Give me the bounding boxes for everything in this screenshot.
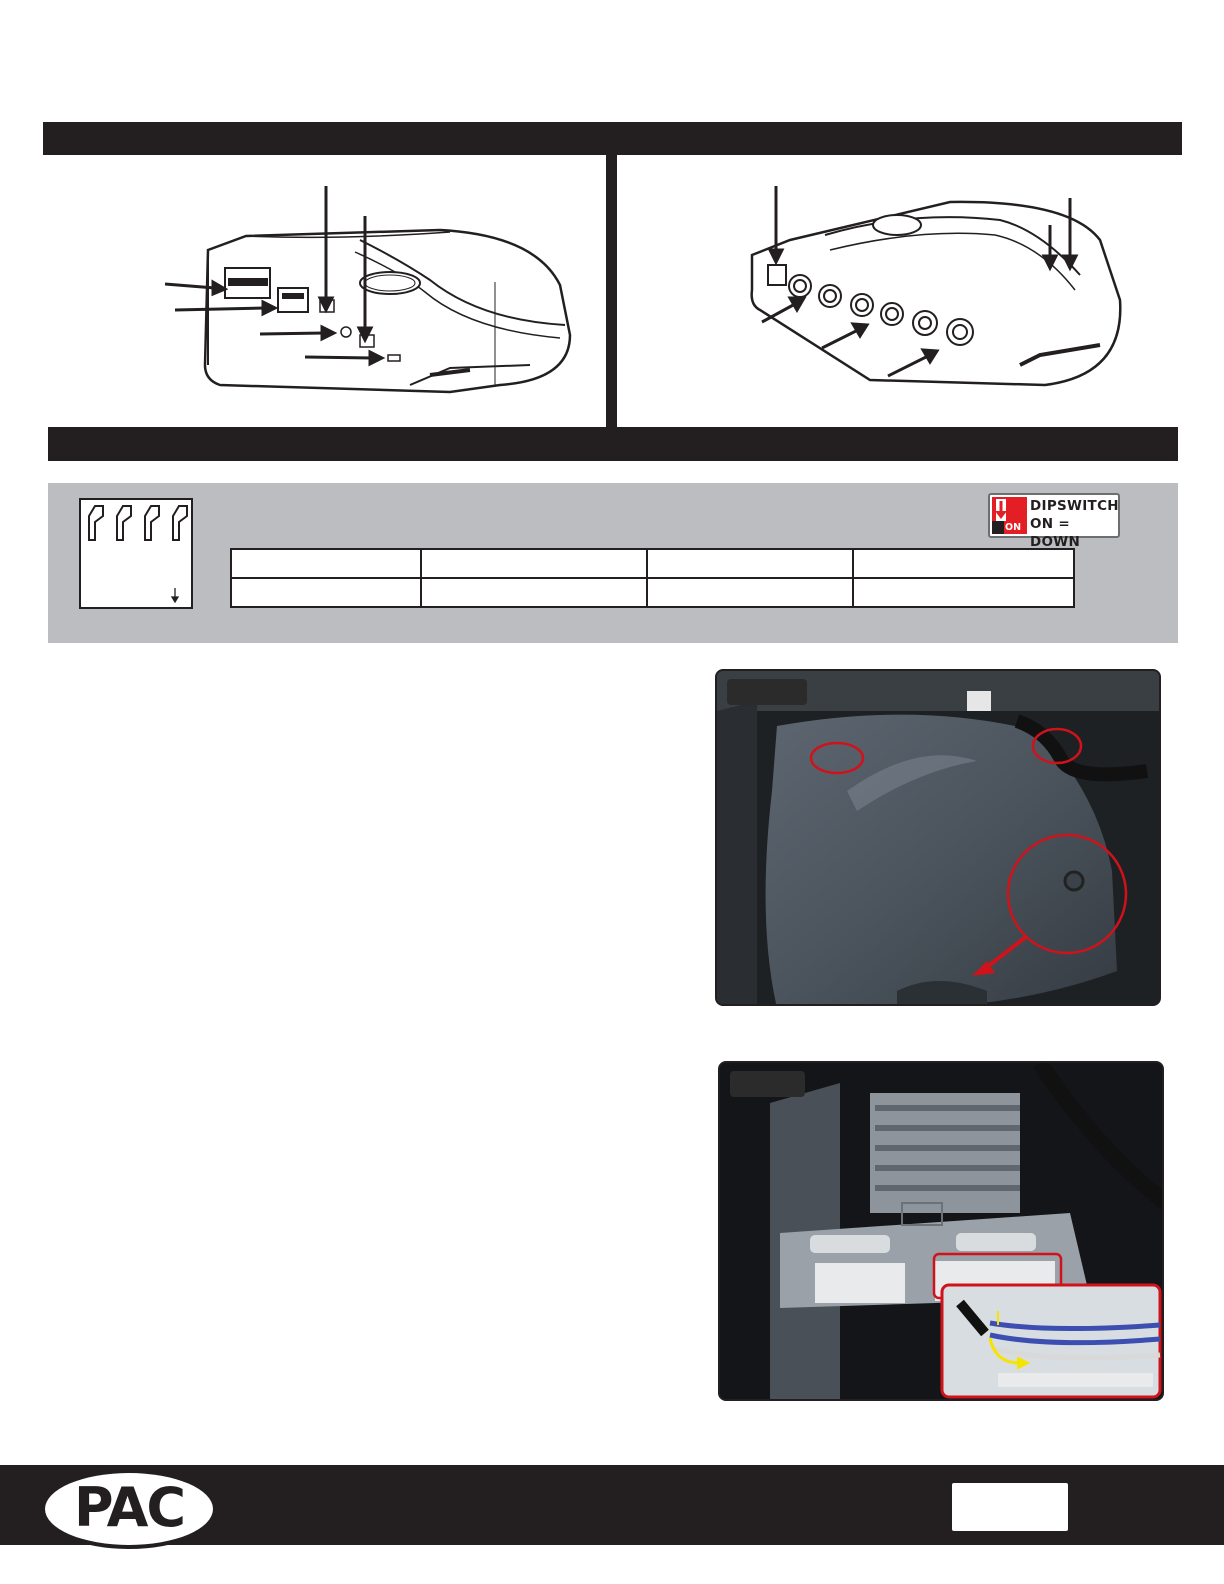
section-header-bar-dipswitch [48,427,1178,461]
jbl-amplifier-photo [718,1061,1164,1401]
table-cell [421,578,647,607]
table-cell [647,549,853,578]
section-header-bar-top [43,122,1182,155]
table-cell [853,578,1074,607]
table-row [231,578,1074,607]
dipswitch-illustration [79,498,193,609]
dipswitch-table [230,548,1075,608]
badge-line-1: DIPSWITCH [1030,498,1119,514]
diagram-divider [606,155,617,427]
module-front-diagram [150,180,590,410]
pac-logo [38,1467,220,1551]
pac-logo-text: PAC [73,1476,185,1539]
table-cell [231,549,421,578]
dipswitch-levers-icon [81,500,191,607]
page-number-box [952,1483,1068,1531]
dipswitch-on-down-badge [988,493,1120,550]
table-cell [647,578,853,607]
on-label: ON [1005,522,1022,533]
module-rear-diagram [740,180,1160,410]
on-switch-icon [992,497,1027,534]
table-cell [231,578,421,607]
table-cell [421,549,647,578]
table-cell [853,549,1074,578]
down-arrow-icon [172,588,178,602]
amplifier-cover-photo [715,669,1161,1006]
badge-line-2: ON = DOWN [1030,516,1081,550]
table-row [231,549,1074,578]
